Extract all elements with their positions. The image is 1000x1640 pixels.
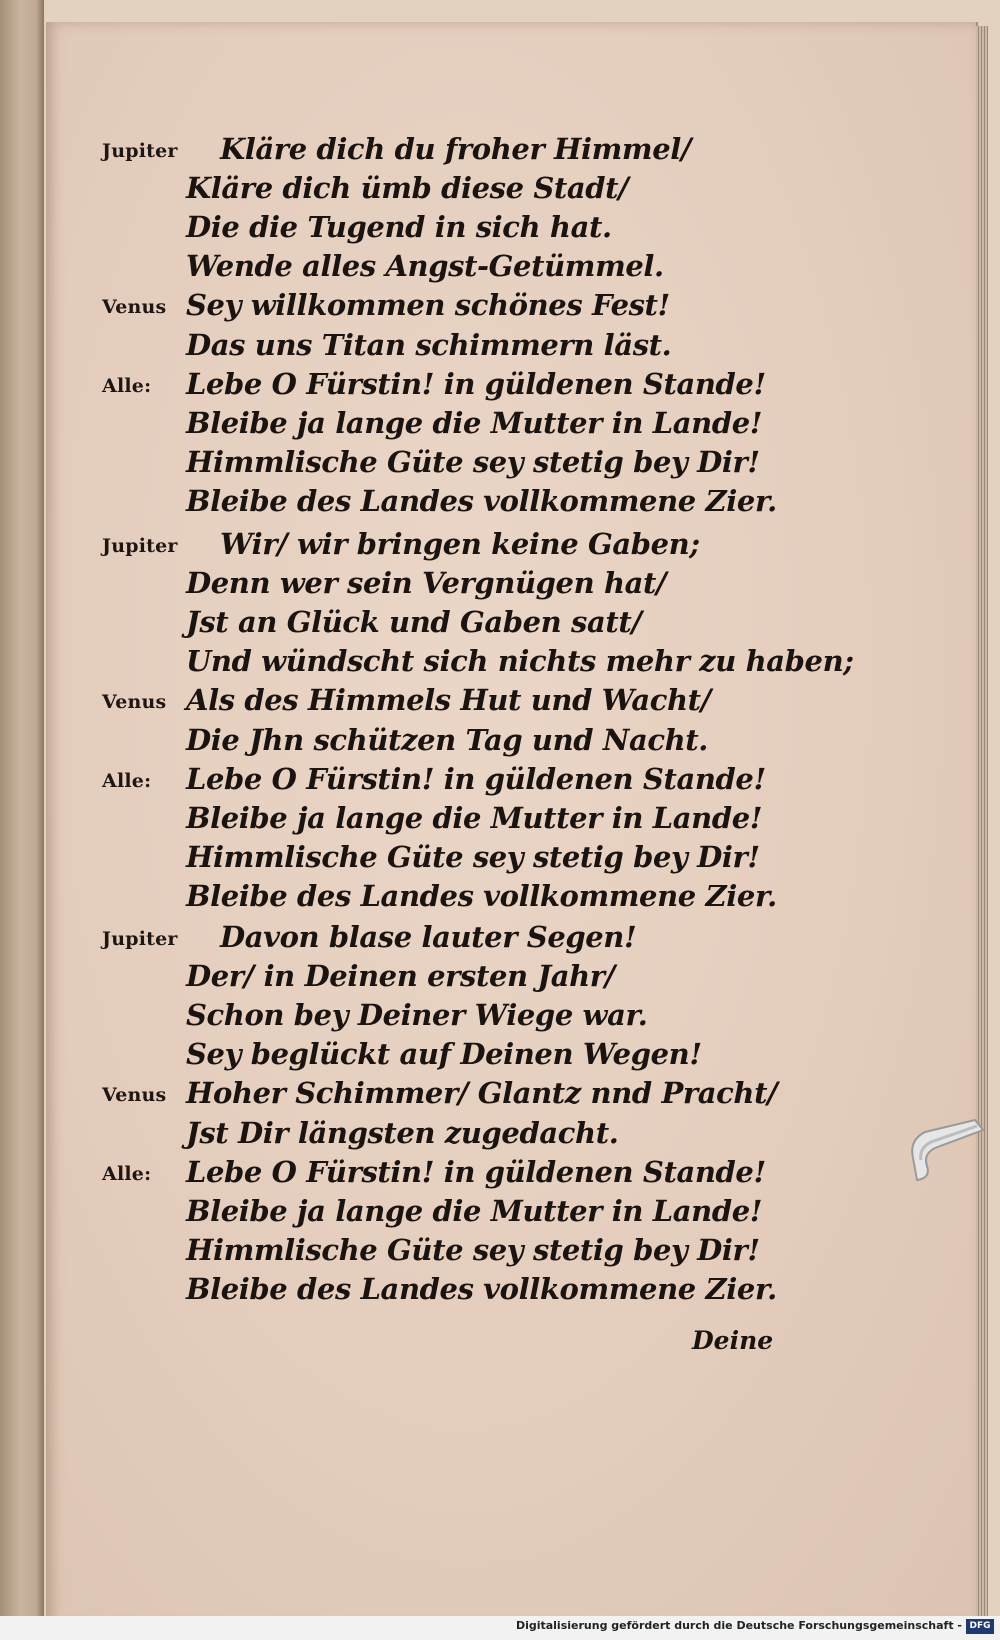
speaker-label: Alle: [102,769,152,792]
verse-line: Lebe O Fürstin! in güldenen Stande! [186,761,766,796]
verse-line: Himmlische Güte sey stetig bey Dir! [186,444,760,479]
verse-line: Bleibe ja lange die Mutter in Lande! [186,800,763,835]
verse-line: Bleibe ja lange die Mutter in Lande! [186,405,763,440]
verse-line: Jst Dir längsten zugedacht. [186,1115,619,1150]
dfg-logo: DFG [966,1619,994,1634]
verse-line: Der/ in Deinen ersten Jahr/ [186,959,615,994]
verse-line: Sey beglückt auf Deinen Wegen! [186,1037,702,1072]
footer-credit: Digitalisierung gefördert durch die Deutsche Forschungsgemeinschaft - [515,1619,962,1632]
speaker-label: Venus [102,296,167,319]
left-page-edge [0,0,44,1640]
verse-line: Als des Himmels Hut und Wacht/ [186,683,711,718]
verse-line: Bleibe des Landes vollkommene Zier. [186,483,777,518]
speaker-label: Alle: [102,374,152,397]
verse-line: Kläre dich ümb diese Stadt/ [186,171,629,206]
verse-line: Das uns Titan schimmern läst. [186,327,672,362]
speaker-label: Alle: [102,1162,152,1185]
verse-line: Davon blase lauter Segen! [220,920,637,954]
verse-line: Kläre dich du froher Himmel/ [220,132,692,166]
speaker-label: Jupiter [102,928,178,950]
verse-line: Schon bey Deiner Wiege war. [186,998,648,1033]
speaker-label: Jupiter [102,140,178,162]
verse-line: Lebe O Fürstin! in güldenen Stande! [186,366,766,401]
verse-line: Wir/ wir bringen keine Gaben; [220,527,700,561]
verse-line: Sey willkommen schönes Fest! [186,288,670,323]
verse-line: Und wündscht sich nichts mehr zu haben; [186,644,854,679]
verse-line: Die Jhn schützen Tag und Nacht. [186,722,708,757]
verse-line: Bleibe des Landes vollkommene Zier. [186,878,777,913]
verse-line: Hoher Schimmer/ Glantz nnd Pracht/ [186,1076,778,1111]
footer-bar [0,1616,1000,1640]
verse-line: Die die Tugend in sich hat. [186,210,612,245]
speaker-label: Venus [102,1084,167,1107]
verse-line: Jst an Glück und Gaben satt/ [186,605,642,640]
speaker-label: Venus [102,691,167,714]
verse-line: Bleibe ja lange die Mutter in Lande! [186,1193,763,1228]
page-stack-edge [976,26,988,1626]
verse-line: Lebe O Fürstin! in güldenen Stande! [186,1154,766,1189]
verse-line: Himmlische Güte sey stetig bey Dir! [186,839,760,874]
verse-line: Denn wer sein Vergnügen hat/ [186,566,667,601]
catchword: Deine [692,1326,774,1355]
verse-line: Himmlische Güte sey stetig bey Dir! [186,1232,760,1267]
verse-line: Wende alles Angst-Getümmel. [186,249,664,284]
verse-line: Bleibe des Landes vollkommene Zier. [186,1271,777,1306]
paper-clip-icon [905,1118,985,1188]
speaker-label: Jupiter [102,535,178,557]
